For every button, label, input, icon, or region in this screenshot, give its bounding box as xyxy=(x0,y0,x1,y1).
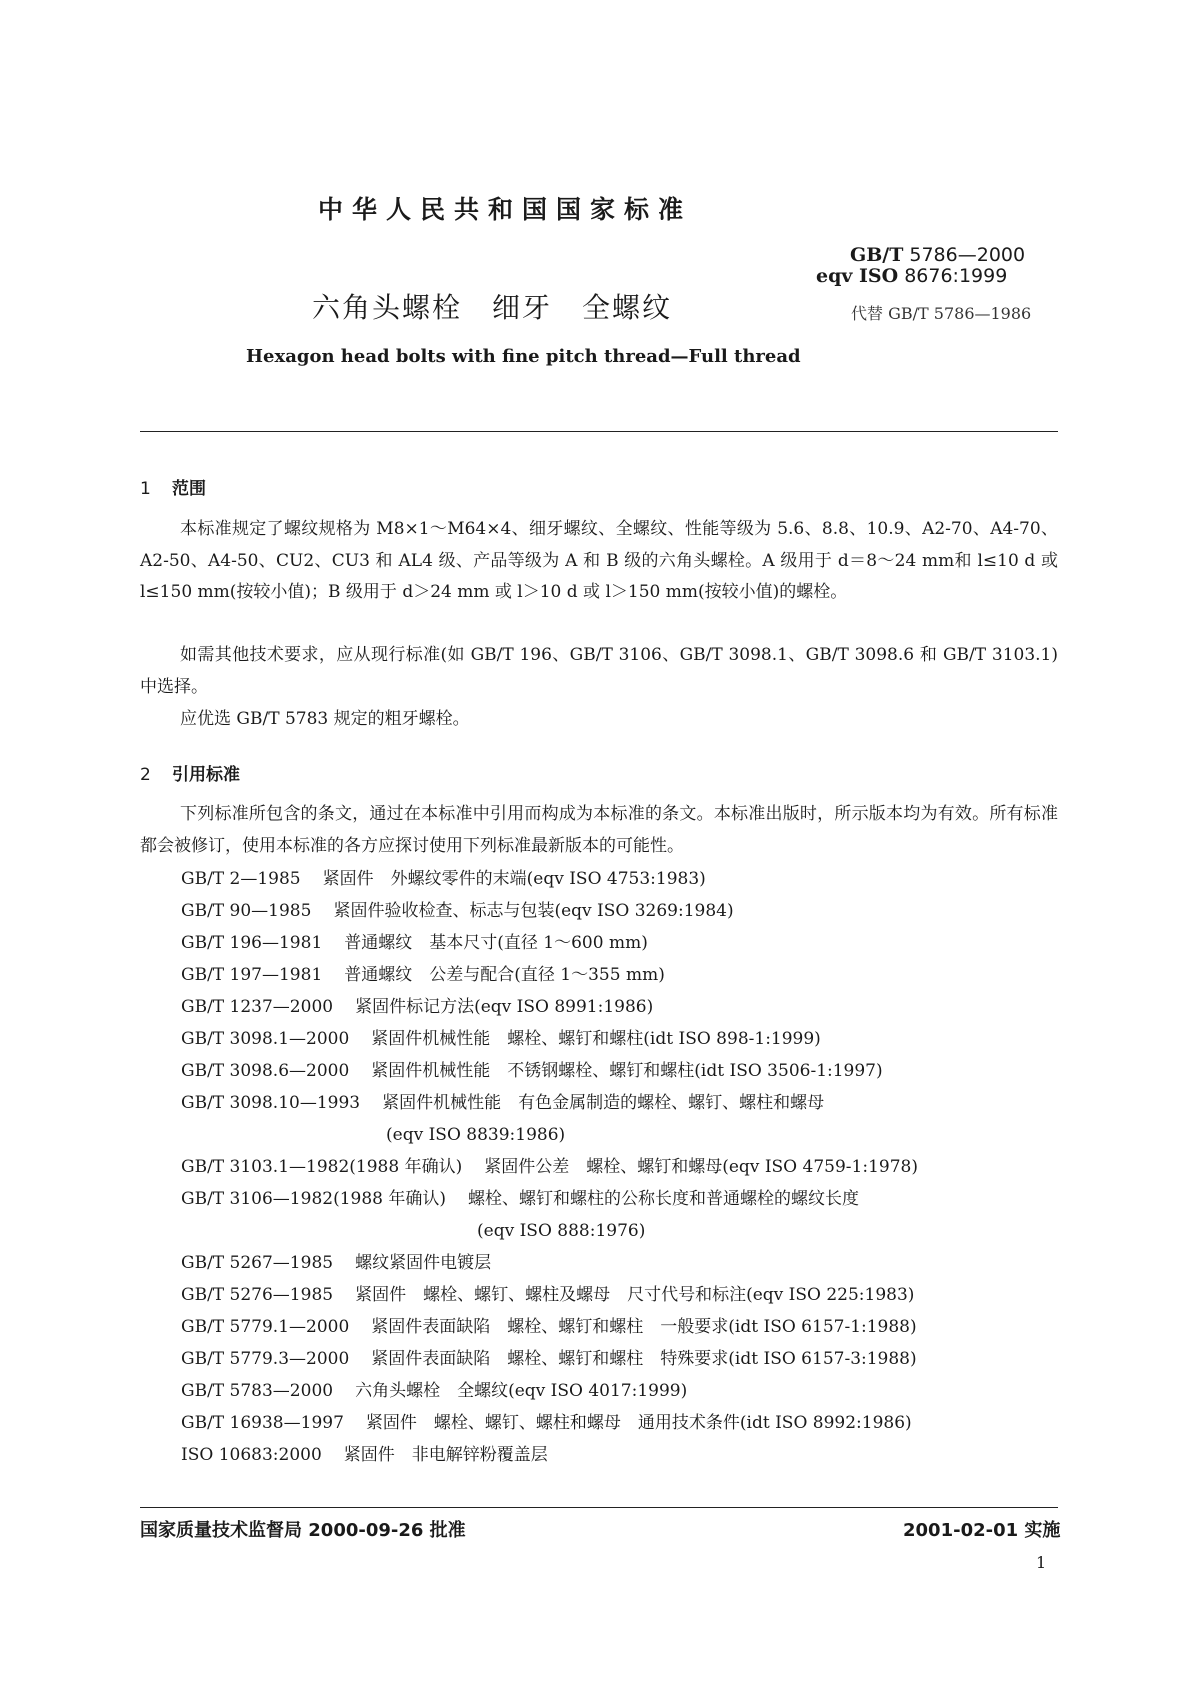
reference-title: 普通螺纹 基本尺寸(直径 1～600 mm) xyxy=(344,933,648,953)
scope-paragraph-2: 如需其他技术要求，应从现行标准(如 GB/T 196、GB/T 3106、GB/T 3098.1、GB/T 3098.6 和 GB/T 3103.1)中选择。 xyxy=(140,645,1058,697)
header-divider xyxy=(140,431,1058,432)
reference-title: 紧固件 螺栓、螺钉、螺柱及螺母 尺寸代号和标注(eqv ISO 225:1983) xyxy=(355,1285,915,1305)
reference-title: 紧固件公差 螺栓、螺钉和螺母(eqv ISO 4759-1:1978) xyxy=(484,1157,918,1177)
reference-item xyxy=(181,1055,918,1087)
reference-item xyxy=(181,927,918,959)
reference-item xyxy=(181,991,918,1023)
reference-title: 普通螺纹 公差与配合(直径 1～355 mm) xyxy=(344,965,665,985)
reference-title: 紧固件表面缺陷 螺栓、螺钉和螺柱 一般要求(idt ISO 6157-1:1988) xyxy=(371,1317,917,1337)
standard-code: 5786—2000 xyxy=(909,244,1026,266)
reference-title: 紧固件验收检查、标志与包装(eqv ISO 3269:1984) xyxy=(333,901,734,921)
standard-prefix: GB/T xyxy=(850,244,904,266)
reference-item xyxy=(181,863,918,895)
reference-code: GB/T 197—1981 xyxy=(181,965,323,985)
section-1-heading xyxy=(140,474,206,499)
reference-code: GB/T 3098.1—2000 xyxy=(181,1029,350,1049)
footer-divider xyxy=(140,1507,1058,1508)
reference-title-continuation: (eqv ISO 8839:1986) xyxy=(386,1125,566,1145)
equivalent-standard xyxy=(816,265,1007,287)
reference-code: GB/T 5276—1985 xyxy=(181,1285,334,1305)
reference-title: 螺栓、螺钉和螺柱的公称长度和普通螺栓的螺纹长度 xyxy=(468,1189,860,1209)
reference-item xyxy=(181,895,918,927)
reference-code: GB/T 3103.1—1982(1988 年确认) xyxy=(181,1157,463,1177)
reference-title: 六角头螺栓 全螺纹(eqv ISO 4017:1999) xyxy=(355,1381,688,1401)
page-number: 1 xyxy=(1036,1553,1047,1572)
effective-date: 2001-02-01 实施 xyxy=(903,1520,1061,1541)
reference-title: 紧固件表面缺陷 螺栓、螺钉和螺柱 特殊要求(idt ISO 6157-3:1988) xyxy=(371,1349,917,1369)
reference-title: 紧固件机械性能 螺栓、螺钉和螺柱(idt ISO 898-1:1999) xyxy=(371,1029,821,1049)
reference-item xyxy=(181,1247,918,1279)
reference-title: 紧固件 非电解锌粉覆盖层 xyxy=(343,1445,548,1465)
equivalent-code: 8676:1999 xyxy=(904,265,1008,287)
equivalent-prefix: eqv ISO xyxy=(816,265,899,287)
reference-code: ISO 10683:2000 xyxy=(181,1445,322,1465)
reference-title-continuation: (eqv ISO 888:1976) xyxy=(477,1221,646,1241)
section-1-number: 1 xyxy=(140,479,151,499)
reference-code: GB/T 16938—1997 xyxy=(181,1413,344,1433)
reference-item xyxy=(181,1279,918,1311)
standard-number xyxy=(850,244,1025,266)
reference-code: GB/T 1237—2000 xyxy=(181,997,334,1017)
scope-paragraph-3: 应优选 GB/T 5783 规定的粗牙螺栓。 xyxy=(180,709,470,729)
reference-title: 螺纹紧固件电镀层 xyxy=(355,1253,492,1273)
reference-code: GB/T 196—1981 xyxy=(181,933,323,953)
reference-item xyxy=(181,1375,918,1407)
reference-item xyxy=(181,1023,918,1055)
reference-item xyxy=(181,1407,918,1439)
reference-item xyxy=(181,1343,918,1375)
reference-code: GB/T 3098.6—2000 xyxy=(181,1061,350,1081)
reference-list xyxy=(181,863,918,1471)
references-intro: 下列标准所包含的条文，通过在本标准中引用而构成为本标准的条文。本标准出版时，所示版本均为有效。所有标准都会被修订，使用本标准的各方应探讨使用下列标准最新版本的可能性。 xyxy=(140,804,1058,856)
approval-date: 国家质量技术监督局 2000-09-26 批准 xyxy=(140,1520,466,1541)
national-standard-label: 中华人民共和国国家标准 xyxy=(318,195,693,224)
replaces-standard: 代替 GB/T 5786—1986 xyxy=(851,304,1032,323)
reference-item xyxy=(181,1311,918,1343)
section-2-number: 2 xyxy=(140,765,151,785)
reference-item xyxy=(181,1439,918,1471)
reference-code: GB/T 90—1985 xyxy=(181,901,312,921)
reference-code: GB/T 5267—1985 xyxy=(181,1253,334,1273)
scope-paragraph-1: 本标准规定了螺纹规格为 M8×1～M64×4、细牙螺纹、全螺纹、性能等级为 5.6、8.8、10.9、A2-70、A4-70、A2-50、A4-50、CU2、CU3 和 AL4 级、产品等级为 A 和 B 级的六角头螺栓。A 级用于 d＝8～24 mm和 l≤10 d 或 l≤150 mm(按较小值)；B 级用于 d＞24 mm 或 l＞10 d 或 l＞150 mm(按较小值)的螺栓。 xyxy=(140,519,1058,602)
section-2-heading xyxy=(140,760,240,785)
section-1-title: 范围 xyxy=(172,479,206,499)
reference-title: 紧固件机械性能 有色金属制造的螺栓、螺钉、螺柱和螺母 xyxy=(382,1093,825,1113)
reference-title: 紧固件标记方法(eqv ISO 8991:1986) xyxy=(355,997,654,1017)
document-title-en: Hexagon head bolts with fine pitch thread—Full thread xyxy=(246,346,801,367)
document-title-cn: 六角头螺栓 细牙 全螺纹 xyxy=(312,291,673,324)
reference-item xyxy=(181,959,918,991)
reference-title: 紧固件 外螺纹零件的末端(eqv ISO 4753:1983) xyxy=(322,869,706,889)
reference-code: GB/T 2—1985 xyxy=(181,869,301,889)
reference-code: GB/T 5779.3—2000 xyxy=(181,1349,350,1369)
reference-item xyxy=(181,1087,918,1119)
section-2-title: 引用标准 xyxy=(172,765,240,785)
reference-code: GB/T 3106—1982(1988 年确认) xyxy=(181,1189,447,1209)
reference-title: 紧固件 螺栓、螺钉、螺柱和螺母 通用技术条件(idt ISO 8992:1986) xyxy=(365,1413,912,1433)
reference-code: GB/T 5779.1—2000 xyxy=(181,1317,350,1337)
reference-code: GB/T 3098.10—1993 xyxy=(181,1093,361,1113)
reference-title: 紧固件机械性能 不锈钢螺栓、螺钉和螺柱(idt ISO 3506-1:1997) xyxy=(371,1061,883,1081)
reference-item xyxy=(181,1183,918,1215)
reference-code: GB/T 5783—2000 xyxy=(181,1381,334,1401)
reference-item xyxy=(181,1151,918,1183)
